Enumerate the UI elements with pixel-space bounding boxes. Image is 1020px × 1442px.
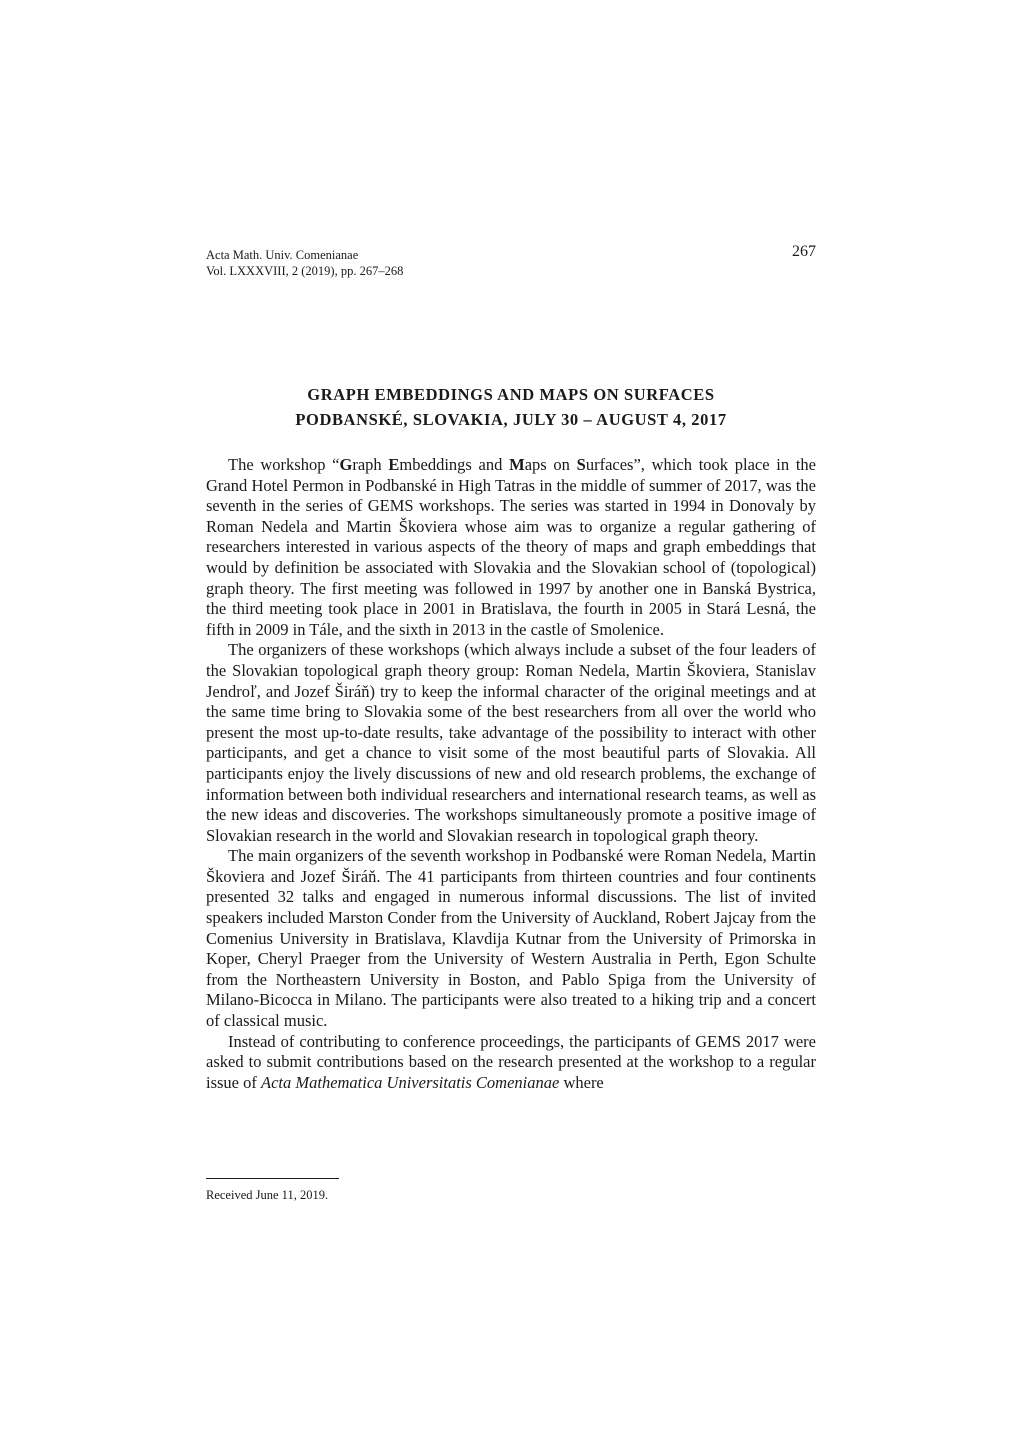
p1-word-mbeddings: mbeddings and — [399, 455, 510, 474]
p1-word-raph: raph — [352, 455, 389, 474]
acronym-letter-e: E — [388, 455, 400, 474]
article-title — [206, 382, 816, 432]
p1-rest: , which took place in the Grand Hotel Permon in Podbanské in High Tatras in the middle of summer of 2017, was the seventh in the series of GEMS workshops. The series was started in 1994 in Donovaly by Roman Nedela and Martin Škoviera whose aim was to organize a regular gathering of researchers interested in various aspects of the theory of maps and graph embeddings that would by definition be associated with Slovakia and the Slovakian school of (topological) graph theory. The first meeting was followed in 1997 by another one in Banská Bystrica, the third meeting took place in 2001 in Bratislava, the fourth in 2005 in Stará Lesná, the fifth in 2009 in Tále, and the sixth in 2013 in the castle of Smolenice. — [206, 455, 816, 639]
footnote-divider — [206, 1178, 339, 1179]
p1-word-aps: aps on — [524, 455, 577, 474]
journal-header — [206, 243, 816, 279]
paragraph-3: The main organizers of the seventh workshop in Podbanské were Roman Nedela, Martin Škoviera and Jozef Širáň. The 41 participants from thirteen countries and four continents presented 32 talks and engaged in numerous informal discussions. The list of invited speakers included Marston Conder from the University of Auckland, Robert Jajcay from the Comenius University in Bratislava, Klavdija Kutnar from the University of Primorska in Koper, Cheryl Praeger from the University of Western Australia in Perth, Egon Schulte from the Northeastern University in Boston, and Pablo Spiga from the University of Milano-Bicocca in Milano. The participants were also treated to a hiking trip and a concert of classical music. — [206, 846, 816, 1031]
acronym-letter-m: M — [509, 455, 525, 474]
paragraph-2: The organizers of these workshops (which always include a subset of the four leaders of the Slovakian topological graph theory group: Roman Nedela, Martin Škoviera, Stanislav Jendroľ, and Jozef Širáň) try to keep the informal character of the original meetings and at the same time bring to Slovakia some of the best researchers from all over the world who present the most up-to-date results, take advantage of the possibility to interact with other participants, and get a chance to visit some of the most beautiful parts of Slovakia. All participants enjoy the lively discussions of new and old research problems, the exchange of information between both individual researchers and international research teams, as well as the new ideas and discoveries. The workshops simultaneously promote a positive image of Slovakian research in the world and Slovakian research in topological graph theory. — [206, 640, 816, 845]
paragraph-4 — [206, 1032, 816, 1094]
volume-info: Vol. LXXXVIII, 2 (2019), pp. 267–268 — [206, 264, 404, 278]
p4-text: Instead of contributing to conference proceedings, the participants of GEMS 2017 were asked to submit contributions based on the research presented at the workshop to a regular issue of — [206, 1031, 816, 1092]
title-line-2: PODBANSKÉ, SLOVAKIA, JULY 30 – AUGUST 4, 2017 — [295, 410, 727, 429]
acronym-letter-g: G — [339, 455, 353, 474]
p4-tail: where — [559, 1072, 604, 1092]
paragraph-1 — [206, 455, 816, 640]
page-number: 267 — [792, 243, 816, 260]
p1-word-urfaces: urfaces” — [585, 455, 641, 474]
footnote-received: Received June 11, 2019. — [206, 1188, 329, 1202]
journal-title-italic: Acta Mathematica Universitatis Comenianae — [261, 1072, 560, 1092]
journal-name: Acta Math. Univ. Comenianae — [206, 248, 359, 262]
title-line-1: GRAPH EMBEDDINGS AND MAPS ON SURFACES — [307, 385, 715, 404]
p1-open: The workshop “ — [228, 455, 340, 474]
article-body — [206, 455, 816, 1093]
acronym-letter-s: S — [576, 455, 586, 474]
